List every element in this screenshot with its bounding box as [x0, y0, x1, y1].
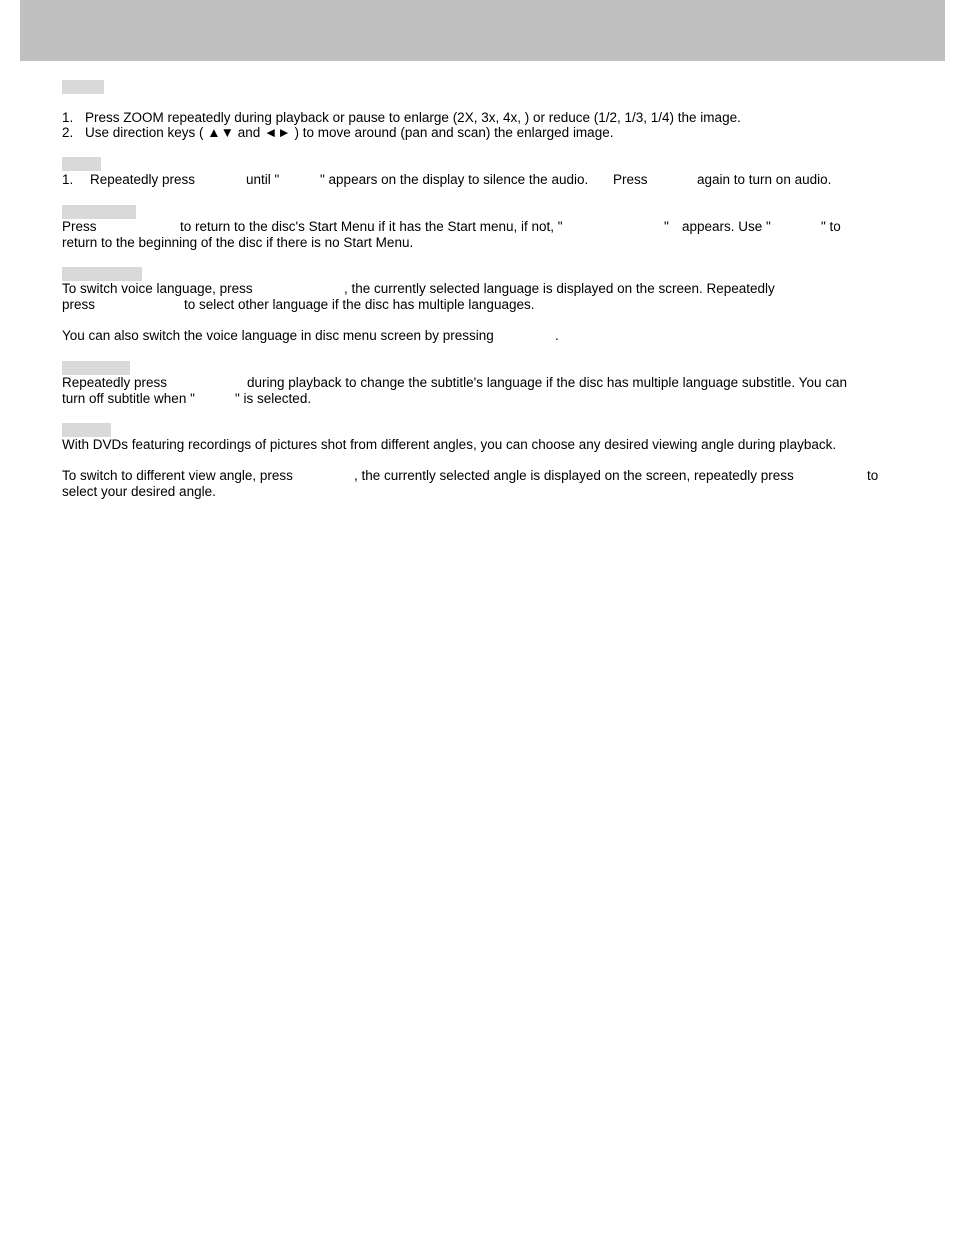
title-text: appears. Use " [682, 219, 771, 234]
title-text: Press [62, 219, 97, 234]
list-number: 1. [62, 110, 74, 125]
zoom-item-2-text: Use direction keys ( ▲▼ and ◄► ) to move around (pan and scan) the enlarged image. [85, 125, 614, 140]
title-text: return to the beginning of the disc if there is no Start Menu. [62, 235, 414, 250]
mute-text: Press [613, 172, 648, 187]
mute-text: until " [246, 172, 280, 187]
zoom-item-2 [62, 125, 613, 141]
audio-text: You can also switch the voice language in disc menu screen by pressing [62, 328, 494, 343]
mute-text: again to turn on audio. [697, 172, 832, 187]
section-heading-subtitle [62, 361, 130, 375]
list-number: 1. [62, 172, 74, 187]
subtitle-text: during playback to change the subtitle's language if the disc has multiple language substitle. You can [247, 375, 847, 390]
audio-text: . [555, 328, 559, 343]
section-heading-audio [62, 267, 142, 281]
angle-text: , the currently selected angle is displayed on the screen, repeatedly press [354, 468, 794, 483]
zoom-item-1 [62, 110, 741, 126]
mute-text: " appears on the display to silence the audio. [320, 172, 589, 187]
audio-text: , the currently selected language is displayed on the screen. Repeatedly [344, 281, 775, 296]
section-heading-zoom [62, 80, 104, 94]
header-bar [20, 0, 945, 61]
section-heading-angle [62, 423, 111, 437]
title-text: to return to the disc's Start Menu if it has the Start menu, if not, " [180, 219, 563, 234]
mute-item-1 [62, 172, 195, 188]
zoom-item-1-text: Press ZOOM repeatedly during playback or pause to enlarge (2X, 3x, 4x, ) or reduce (1/2, 1/3, 1/4) the image. [85, 110, 741, 125]
subtitle-text: turn off subtitle when " [62, 391, 195, 406]
title-text: " to [821, 219, 841, 234]
audio-text: to select other language if the disc has multiple languages. [184, 297, 535, 312]
section-heading-title [62, 205, 136, 219]
audio-text: To switch voice language, press [62, 281, 253, 296]
section-heading-mute [62, 157, 101, 171]
mute-text: Repeatedly press [90, 172, 196, 187]
angle-text: to [867, 468, 879, 483]
audio-text: press [62, 297, 96, 312]
angle-text: select your desired angle. [62, 484, 216, 499]
angle-text: To switch to different view angle, press [62, 468, 293, 483]
subtitle-text: Repeatedly press [62, 375, 168, 390]
angle-text: With DVDs featuring recordings of pictures shot from different angles, you can choose any desired viewing angle during playback. [62, 437, 837, 452]
title-text: " [664, 219, 669, 234]
list-number: 2. [62, 125, 74, 140]
subtitle-text: " is selected. [235, 391, 312, 406]
